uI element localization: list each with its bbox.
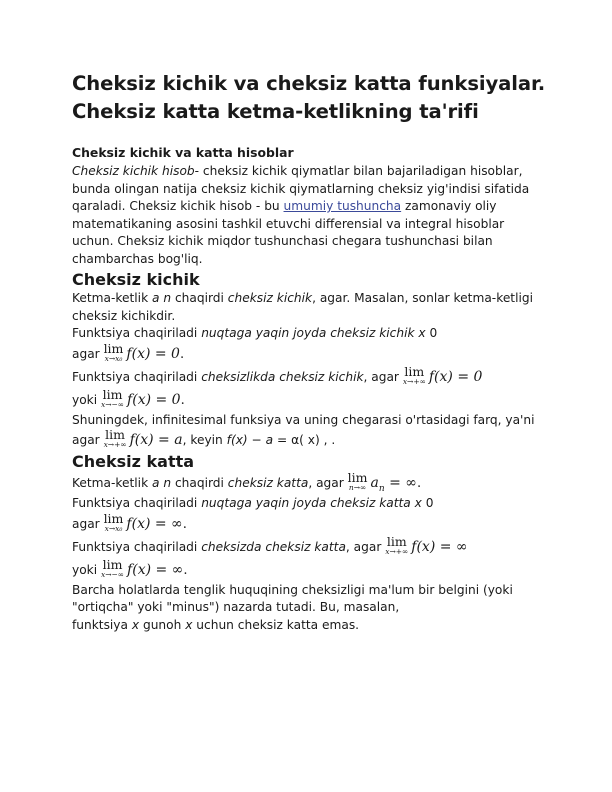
page-title — [72, 70, 546, 126]
intro-term: Cheksiz kichik hisob — [72, 164, 195, 178]
small-difference: Shuningdek, infinitesimal funksiya va uning chegarasi o'rtasidagi farq, ya'ni — [72, 412, 535, 427]
section-heading-small: Cheksiz kichik — [72, 270, 200, 289]
intro-heading: Cheksiz kichik va katta hisoblar — [72, 145, 294, 160]
formula-row-large-4: yoki lim x→−∞ f(x) = ∞. — [72, 556, 188, 579]
document-page — [72, 70, 546, 634]
formula-row-small-3: yoki lim x→−∞ f(x) = 0. — [72, 386, 185, 409]
umumiy-tushuncha-link[interactable]: umumiy tushuncha — [283, 199, 402, 213]
formula-row-small-4: agar lim x→+∞ f(x) = a, keyin f(x) − a = α( x) , . — [72, 427, 336, 449]
formula-row-large-1: Ketma-ketlik a n chaqirdi cheksiz katta, agar lim n→∞ $a_n$ = ∞. — [72, 470, 422, 494]
formula-row-large-3: Funktsiya chaqiriladi cheksizda cheksiz katta, agar lim x→+∞ f(x) = ∞ — [72, 533, 468, 556]
section-heading-large: Cheksiz katta — [72, 452, 195, 471]
formula-row-small-1: agar lim x→x₀ f(x) = 0. — [72, 340, 185, 363]
large-closing-paragraph: Barcha holatlarda tenglik huquqining cheksizligi ma'lum bir belgini (yoki "ortiqcha" yoki "minus") nazarda tutadi. Bu, masalan, funktsiya x gunoh x uchun cheksiz katta emas. — [72, 582, 513, 632]
limit-formula: lim n→∞ $a_n$ = ∞. — [347, 470, 422, 494]
limit-formula: lim x→+∞ f(x) = 0 — [402, 363, 483, 386]
title-line-2: Cheksiz katta ketma-ketlikning ta'rifi — [72, 100, 479, 123]
limit-formula: lim x→−∞ f(x) = 0. — [101, 386, 185, 409]
limit-formula: lim x→+∞ f(x) = ∞ — [385, 533, 468, 556]
limit-formula: lim x→+∞ f(x) = a — [103, 427, 183, 449]
small-definition: Ketma-ketlik a n chaqirdi cheksiz kichik, agar. Masalan, sonlar ketma-ketligi cheksiz kichikdir. Funktsiya chaqiriladi nuqtaga yaqin joyda cheksiz kichik x 0 — [72, 291, 533, 340]
formula-row-large-2: agar lim x→x₀ f(x) = ∞. — [72, 510, 187, 533]
limit-formula: lim x→x₀ f(x) = ∞. — [103, 510, 187, 533]
formula-row-small-2: Funktsiya chaqiriladi cheksizlikda cheksiz kichik, agar lim x→+∞ f(x) = 0 — [72, 363, 483, 386]
limit-formula: lim x→−∞ f(x) = ∞. — [101, 556, 188, 579]
limit-formula: lim x→x₀ f(x) = 0. — [103, 340, 185, 363]
intro-paragraph: Cheksiz kichik hisob- cheksiz kichik qiymatlar bilan bajariladigan hisoblar, bunda olingan natija cheksiz kichik qiymatlarning cheksiz yig'indisi sifatida qaraladi. Cheksiz kichik hisob - bu umumiy tushuncha zamonaviy oliy matematikaning asosini tashkil etuvchi differensial va integral hisoblar uchun. Cheksiz kichik miqdor tushunchasi chegara tushunchasi bilan chambarchas bog'liq. — [72, 164, 530, 266]
large-function-point: Funktsiya chaqiriladi nuqtaga yaqin joyda cheksiz katta x 0 — [72, 496, 434, 510]
title-line-1: Cheksiz kichik va cheksiz katta funksiyalar. — [72, 72, 546, 95]
